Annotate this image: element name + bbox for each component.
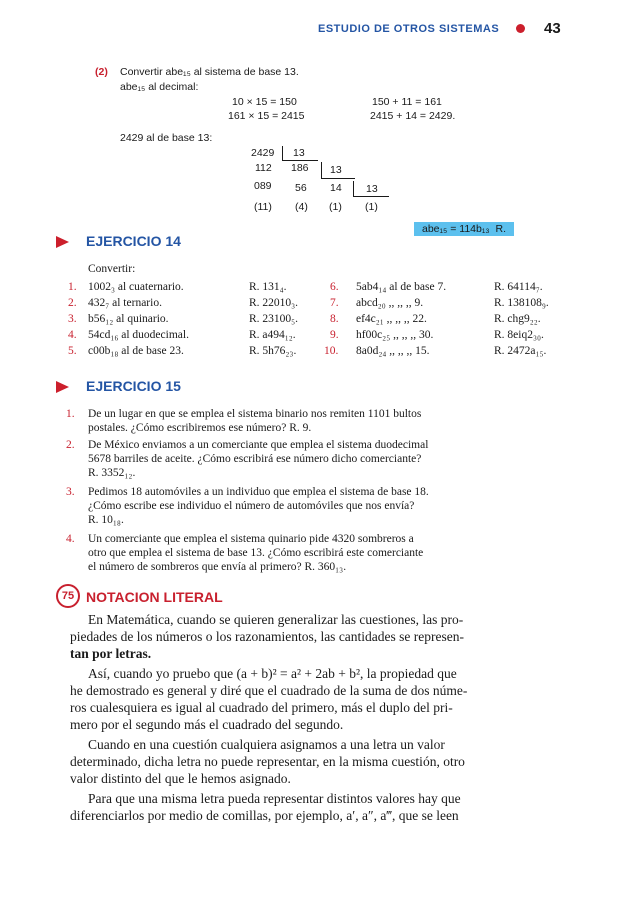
example-answer: abe₁₅ = 114b₁₃ R. <box>414 222 514 236</box>
arrow-icon <box>56 236 69 248</box>
section-number-badge: 75 <box>56 584 80 608</box>
ex14-r: R. 22010₃. <box>249 297 299 309</box>
ex15-num: 1. <box>66 408 75 420</box>
ex14-q: 1002₃ al cuaternario. <box>88 281 184 293</box>
ex15-line: De un lugar en que se emplea el sistema binario nos remiten 1101 bultos <box>88 408 422 420</box>
ex15-line: R. 10₁₈. <box>88 514 124 526</box>
div-c1-r1: 2429 <box>251 147 275 159</box>
ex15-line: otro que emplea el sistema de base 13. ¿Cómo escribirá este comerciante <box>88 547 424 559</box>
ex14-r: R. 23100₅. <box>249 313 299 325</box>
ex14-q: 8a0d₂₄ ,, ,, ,, 15. <box>356 345 430 357</box>
ex15-line: el número de sombreros que envía al primero? R. 360₁₃. <box>88 561 347 573</box>
calc-left-1: 10 × 15 = 150 <box>232 96 297 108</box>
ex15-line: ¿Cómo escribe ese individuo el número de automóviles que nos envía? <box>88 500 415 512</box>
page-number: 43 <box>544 20 561 37</box>
ex14-r: R. chg9₂₂. <box>494 313 541 325</box>
paragraph-line: mero por el segundo más el cuadrado del segundo. <box>70 717 344 732</box>
div-c3-r1: 13 <box>330 164 342 176</box>
ex15-num: 4. <box>66 533 75 545</box>
header-dot-icon <box>516 24 525 33</box>
div-c2-r3: 56 <box>295 182 307 194</box>
ex14-num: 7. <box>330 297 339 309</box>
paragraph-line: ros cualesquiera es igual al cuadrado del primero, más el duplo del pri- <box>70 700 453 715</box>
ejercicio-15-title: EJERCICIO 15 <box>86 378 181 394</box>
div-c1-r3: 089 <box>254 180 272 192</box>
ex14-q: hf00c₂₅ ,, ,, ,, 30. <box>356 329 434 341</box>
ex14-q: 432₇ al ternario. <box>88 297 162 309</box>
ex15-num: 3. <box>66 486 75 498</box>
div-c4-r1: 13 <box>366 183 378 195</box>
ex15-num: 2. <box>66 439 75 451</box>
div-c4-r2: (1) <box>365 201 378 213</box>
paragraph-line: tan por letras. <box>70 646 152 661</box>
div-c2-r4: (4) <box>295 201 308 213</box>
ex15-line: Un comerciante que emplea el sistema quinario pide 4320 sombreros a <box>88 533 414 545</box>
paragraph-line: determinado, dicha letra no puede representar, en la misma cuestión, otro <box>70 754 465 769</box>
ex14-num: 9. <box>330 329 339 341</box>
div-c3-r3: (1) <box>329 201 342 213</box>
div-c1-r2: 112 <box>255 162 272 174</box>
ex14-num: 5. <box>68 345 77 357</box>
ex14-r: R. 64114₇. <box>494 281 543 293</box>
ex14-r: R. 138108₉. <box>494 297 549 309</box>
ex14-q: c00b₁₈ al de base 23. <box>88 345 184 357</box>
ex14-r: R. 2472a₁₅. <box>494 345 547 357</box>
ex14-r: R. 131₄. <box>249 281 287 293</box>
div-c1-r4: (11) <box>254 201 272 213</box>
calc-right-1: 150 + 11 = 161 <box>372 96 442 108</box>
ex14-num: 1. <box>68 281 77 293</box>
ex14-num: 2. <box>68 297 77 309</box>
paragraph-line: Cuando en una cuestión cualquiera asignamos a una letra un valor <box>88 737 445 752</box>
ex15-line: postales. ¿Cómo escribiremos ese número? R. 9. <box>88 422 312 434</box>
ejercicio-14-intro: Convertir: <box>88 263 136 275</box>
paragraph-line: En Matemática, cuando se quieren generalizar las cuestiones, las pro- <box>88 612 464 627</box>
div-c2-r2: 186 <box>291 162 309 174</box>
ex14-num: 3. <box>68 313 77 325</box>
paragraph-line: Para que una misma letra pueda representar distintos valores hay que <box>88 791 461 806</box>
example-number: (2) <box>95 66 108 78</box>
ex14-r: R. 8eiq2₃₀. <box>494 329 544 341</box>
paragraph-line: he demostrado es general y diré que el cuadrado de la suma de dos núme- <box>70 683 468 698</box>
div-c3-r2: 14 <box>330 182 342 194</box>
paragraph-line: Así, cuando yo pruebo que (a + b)² = a² + 2ab + b², la propiedad que <box>88 666 457 681</box>
paragraph-line: diferenciarlos por medio de comillas, por ejemplo, a′, a″, a‴, que se leen <box>70 808 459 823</box>
ex14-num: 10. <box>324 345 339 357</box>
ex15-line: 5678 barriles de aceite. ¿Cómo escribirá ese número dicho comerciante? <box>88 453 422 465</box>
arrow-icon <box>56 381 69 393</box>
ex14-num: 8. <box>330 313 339 325</box>
section-title: NOTACION LITERAL <box>86 589 223 605</box>
example-step1: abe₁₅ al decimal: <box>120 81 199 93</box>
ex14-q: 5ab4₁₄ al de base 7. <box>356 281 447 293</box>
ex14-r: R. 5h76₂₃. <box>249 345 297 357</box>
ex14-q: 54cd₁₆ al duodecimal. <box>88 329 189 341</box>
ex15-line: R. 3352₁₂. <box>88 467 136 479</box>
ex14-r: R. a494₁₂. <box>249 329 296 341</box>
ejercicio-14-title: EJERCICIO 14 <box>86 233 181 249</box>
div-c2-r1: 13 <box>293 147 305 159</box>
paragraph-line: piedades de los números o los razonamientos, las cantidades se represen- <box>70 629 464 644</box>
calc-left-2: 161 × 15 = 2415 <box>228 110 305 122</box>
running-header: ESTUDIO DE OTROS SISTEMAS <box>318 23 500 35</box>
ex15-line: Pedimos 18 automóviles a un individuo que emplea el sistema de base 18. <box>88 486 429 498</box>
example-statement: Convertir abe₁₅ al sistema de base 13. <box>120 66 299 78</box>
ex14-q: ef4c₂₁ ,, ,, ,, 22. <box>356 313 427 325</box>
ex14-num: 4. <box>68 329 77 341</box>
example-step2: 2429 al de base 13: <box>120 132 213 144</box>
ex15-line: De México enviamos a un comerciante que emplea el sistema duodecimal <box>88 439 429 451</box>
ex14-q: b56₁₂ al quinario. <box>88 313 169 325</box>
paragraph-line: valor distinto del que le hemos asignado. <box>70 771 291 786</box>
calc-right-2: 2415 + 14 = 2429. <box>370 110 456 122</box>
ex14-num: 6. <box>330 281 339 293</box>
ex14-q: abcd₂₀ ,, ,, ,, 9. <box>356 297 424 309</box>
